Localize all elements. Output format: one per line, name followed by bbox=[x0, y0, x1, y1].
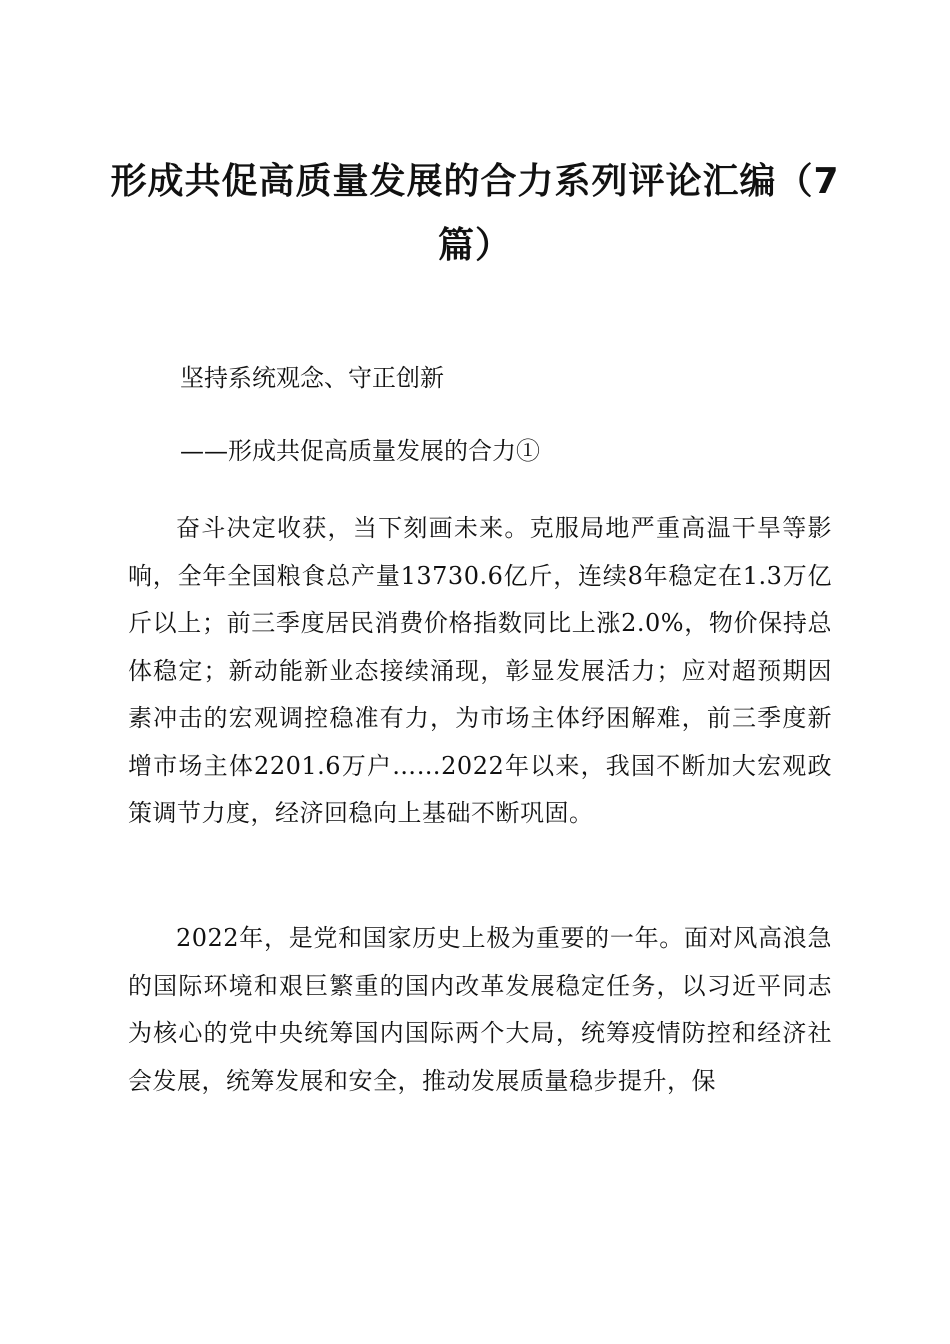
document-title: 形成共促高质量发展的合力系列评论汇编（7篇） bbox=[110, 161, 840, 266]
paragraph-2: 2022年，是党和国家历史上极为重要的一年。面对风高浪急的国际环境和艰巨繁重的国内改革发展稳定任务，以习近平同志为核心的党中央统筹国内国际两个大局，统筹疫情防控和经济社会发展，统筹发展和安全，推动发展质量稳步提升，保 bbox=[128, 924, 832, 1095]
section-subtitle: ——形成共促高质量发展的合力① bbox=[180, 437, 540, 465]
paragraph-1: 奋斗决定收获，当下刻画未来。克服局地严重高温干旱等影响，全年全国粮食总产量13730.6亿斤，连续8年稳定在1.3万亿斤以上；前三季度居民消费价格指数同比上涨2.0%，物价保持总体稳定；新动能新业态接续涌现，彰显发展活力；应对超预期因素冲击的宏观调控稳准有力，为市场主体纾困解难，前三季度新增市场主体2201.6万户……2022年以来，我国不断加大宏观政策调节力度，经济回稳向上基础不断巩固。 bbox=[128, 514, 832, 827]
section-title: 坚持系统观念、守正创新 bbox=[180, 364, 444, 392]
